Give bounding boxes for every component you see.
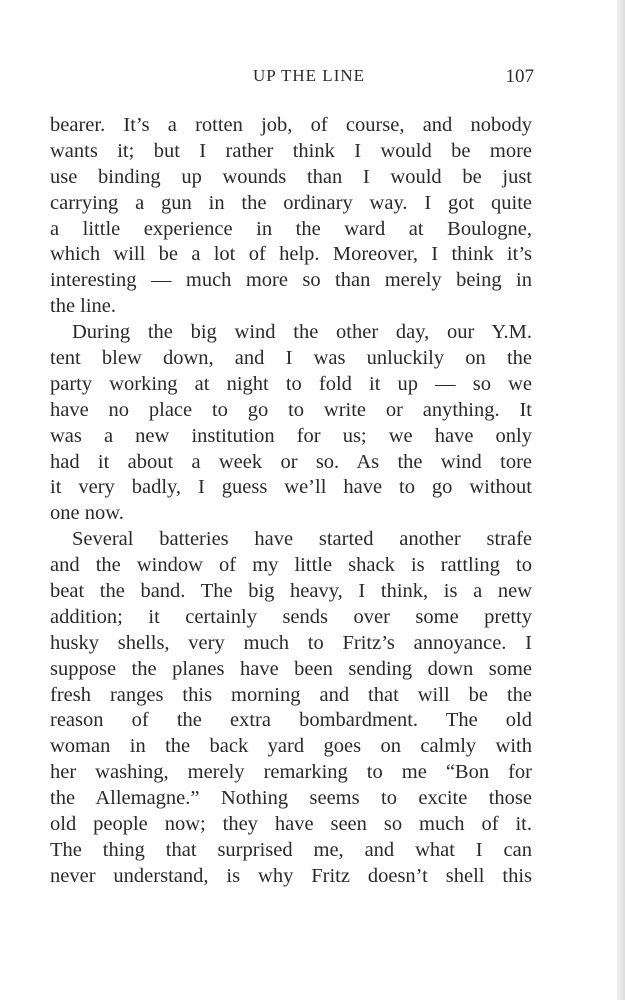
- text-line: have no place to go to write or anything. It: [50, 398, 532, 421]
- text-line: her washing, merely remarking to me “Bon for: [50, 761, 532, 784]
- text-line: it very badly, I guess we’ll have to go without: [50, 476, 532, 499]
- text-line: had it about a week or so. As the wind tore: [50, 450, 532, 473]
- text-line: one now.: [50, 502, 124, 525]
- running-title: UP THE LINE: [252, 66, 366, 85]
- text-line: use binding up wounds than I would be just: [50, 165, 532, 188]
- text-line: addition; it certainly sends over some pretty: [50, 605, 532, 628]
- text-line: beat the band. The big heavy, I think, is a new: [50, 580, 532, 603]
- text-line: woman in the back yard goes on calmly with: [50, 735, 532, 758]
- text-line: interesting — much more so than merely being in: [50, 269, 532, 292]
- text-line: old people now; they have seen so much of it.: [50, 813, 532, 836]
- text-line: husky shells, very much to Fritz’s annoyance. I: [50, 631, 532, 654]
- text-line: which will be a lot of help. Moreover, I think it’s: [50, 243, 532, 266]
- text-line: wants it; but I rather think I would be more: [50, 139, 532, 162]
- page-number: 107: [505, 66, 534, 87]
- text-line: The thing that surprised me, and what I can: [50, 838, 532, 861]
- text-line: bearer. It’s a rotten job, of course, and nobody: [50, 114, 532, 136]
- paragraph-first-line: During the big wind the other day, our Y.M.: [72, 321, 532, 344]
- page-header: [50, 66, 534, 92]
- text-line: never understand, is why Fritz doesn’t shell this: [50, 864, 532, 887]
- body-text: [50, 113, 532, 890]
- text-line: suppose the planes have been sending down some: [50, 657, 532, 680]
- paragraph-first-line: Several batteries have started another strafe: [72, 528, 532, 551]
- text-line: carrying a gun in the ordinary way. I got quite: [50, 191, 532, 214]
- page-edge-shadow: [617, 0, 625, 1000]
- text-line: party working at night to fold it up — so we: [50, 372, 532, 395]
- text-line: fresh ranges this morning and that will be the: [50, 683, 532, 706]
- text-line: reason of the extra bombardment. The old: [50, 709, 532, 732]
- text-line: and the window of my little shack is rattling to: [50, 554, 532, 577]
- text-line: the line.: [50, 295, 117, 318]
- text-line: was a new institution for us; we have only: [50, 424, 532, 447]
- text-line: tent blew down, and I was unluckily on the: [50, 347, 532, 370]
- text-line: the Allemagne.” Nothing seems to excite those: [50, 787, 532, 810]
- text-line: a little experience in the ward at Boulogne,: [50, 217, 532, 240]
